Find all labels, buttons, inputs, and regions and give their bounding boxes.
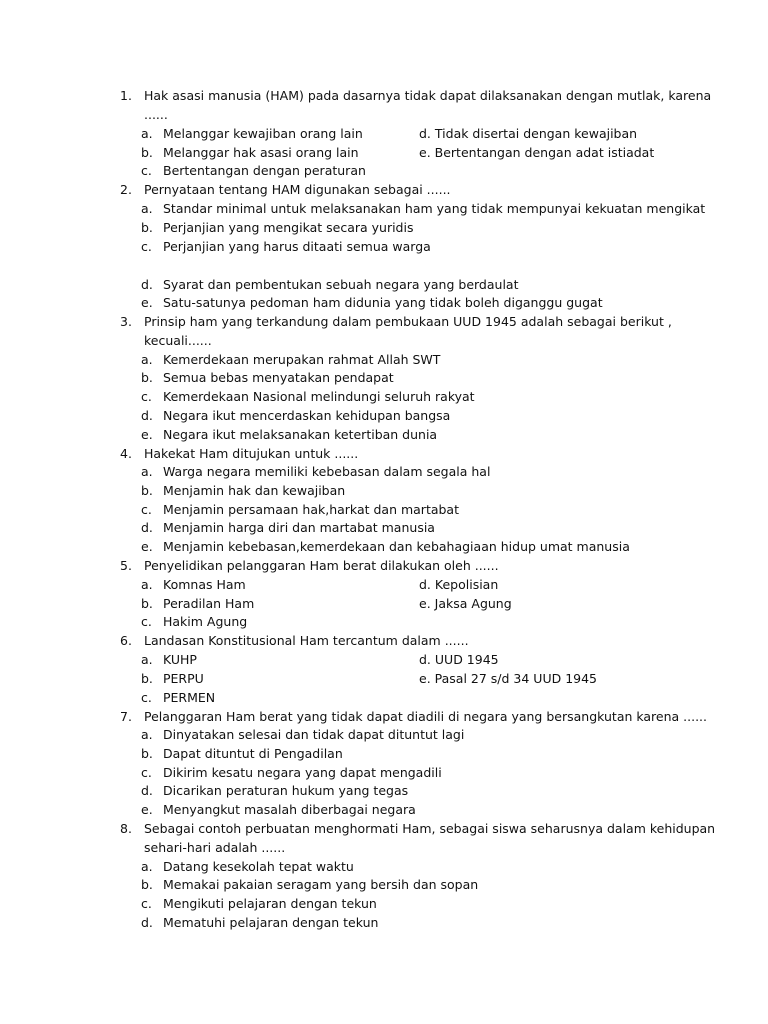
option-letter: c. [141,502,152,517]
option-letter: a. [141,464,153,479]
option-text: Syarat dan pembentukan sebuah negara yang berdaulat [163,277,519,292]
option-text: Menjamin kebebasan,kemerdekaan dan kebahagiaan hidup umat manusia [163,539,630,554]
option-letter: d. [141,408,153,423]
option-text: Mematuhi pelajaran dengan tekun [163,915,379,930]
option-letter: e. [141,427,153,442]
option-letter: e. [141,539,153,554]
question-text: Pelanggaran Ham berat yang tidak dapat diadili di negara yang bersangkutan karena ...... [144,709,708,724]
question-text: Landasan Konstitusional Ham tercantum dalam ...... [144,633,469,648]
option-letter: a. [141,577,153,592]
option-letter: c. [141,389,152,404]
option-text: Melanggar kewajiban orang lain [163,126,363,141]
option-text: d. Kepolisian [419,577,499,592]
option-letter: c. [141,239,152,254]
option-text: Melanggar hak asasi orang lain [163,145,359,160]
option-letter: b. [141,145,153,160]
option-letter: d. [141,783,153,798]
option-text: PERPU [163,671,204,686]
question-text: sehari-hari adalah ...... [144,840,286,855]
option-text: Bertentangan dengan peraturan [163,163,366,178]
option-letter: d. [141,277,153,292]
question-text: Hak asasi manusia (HAM) pada dasarnya tidak dapat dilaksanakan dengan mutlak, karena [144,88,712,103]
option-letter: b. [141,671,153,686]
question-number: 4. [120,446,132,461]
option-letter: b. [141,877,153,892]
option-letter: b. [141,746,153,761]
option-text: d. Tidak disertai dengan kewajiban [419,126,638,141]
option-text: Dinyatakan selesai dan tidak dapat dituntut lagi [163,727,465,742]
option-letter: c. [141,896,152,911]
option-text: Mengikuti pelajaran dengan tekun [163,896,377,911]
option-text: e. Bertentangan dengan adat istiadat [419,145,655,160]
option-letter: c. [141,690,152,705]
option-text: Menjamin hak dan kewajiban [163,483,346,498]
option-letter: b. [141,483,153,498]
option-text: Negara ikut mencerdaskan kehidupan bangsa [163,408,451,423]
option-letter: a. [141,201,153,216]
question-number: 5. [120,558,132,573]
option-letter: b. [141,220,153,235]
option-letter: a. [141,859,153,874]
question-number: 7. [120,709,132,724]
option-text: Perjanjian yang mengikat secara yuridis [163,220,414,235]
question-number: 2. [120,182,132,197]
question-text: Hakekat Ham ditujukan untuk ...... [144,446,359,461]
option-letter: e. [141,295,153,310]
question-text: Prinsip ham yang terkandung dalam pembukaan UUD 1945 adalah sebagai berikut , [144,314,672,329]
question-text: Pernyataan tentang HAM digunakan sebagai ...... [144,182,451,197]
option-text: Menjamin harga diri dan martabat manusia [163,520,435,535]
question-text: kecuali...... [144,333,212,348]
option-text: Hakim Agung [163,614,248,629]
option-text: KUHP [163,652,197,667]
option-letter: a. [141,727,153,742]
option-letter: d. [141,520,153,535]
option-text: d. UUD 1945 [419,652,499,667]
option-text: Kemerdekaan Nasional melindungi seluruh rakyat [163,389,475,404]
option-text: Menjamin persamaan hak,harkat dan martabat [163,502,459,517]
option-letter: d. [141,915,153,930]
option-text: Menyangkut masalah diberbagai negara [163,802,416,817]
question-text: ...... [144,107,168,122]
question-text: Sebagai contoh perbuatan menghormati Ham, sebagai siswa seharusnya dalam kehidupan [144,821,716,836]
question-number: 8. [120,821,132,836]
question-number: 3. [120,314,132,329]
option-text: Semua bebas menyatakan pendapat [163,370,394,385]
option-text: e. Jaksa Agung [419,596,512,611]
option-text: Peradilan Ham [163,596,255,611]
option-letter: c. [141,163,152,178]
option-text: Perjanjian yang harus ditaati semua warga [163,239,431,254]
option-text: Datang kesekolah tepat waktu [163,859,354,874]
option-text: e. Pasal 27 s/d 34 UUD 1945 [419,671,598,686]
option-text: Kemerdekaan merupakan rahmat Allah SWT [163,352,441,367]
option-letter: b. [141,596,153,611]
option-text: Komnas Ham [163,577,246,592]
option-letter: b. [141,370,153,385]
question-number: 1. [120,88,132,103]
option-letter: e. [141,802,153,817]
question-text: Penyelidikan pelanggaran Ham berat dilakukan oleh ...... [144,558,499,573]
option-text: Memakai pakaian seragam yang bersih dan sopan [163,877,479,892]
option-letter: a. [141,126,153,141]
option-text: Dikirim kesatu negara yang dapat mengadili [163,765,442,780]
option-text: Dapat dituntut di Pengadilan [163,746,343,761]
option-text: Satu-satunya pedoman ham didunia yang tidak boleh diganggu gugat [163,295,603,310]
option-text: Warga negara memiliki kebebasan dalam segala hal [163,464,491,479]
option-letter: a. [141,352,153,367]
question-number: 6. [120,633,132,648]
option-text: Dicarikan peraturan hukum yang tegas [163,783,409,798]
option-letter: a. [141,652,153,667]
option-text: Standar minimal untuk melaksanakan ham yang tidak mempunyai kekuatan mengikat [163,201,706,216]
option-letter: c. [141,765,152,780]
option-text: PERMEN [163,690,216,705]
option-text: Negara ikut melaksanakan ketertiban dunia [163,427,438,442]
option-letter: c. [141,614,152,629]
